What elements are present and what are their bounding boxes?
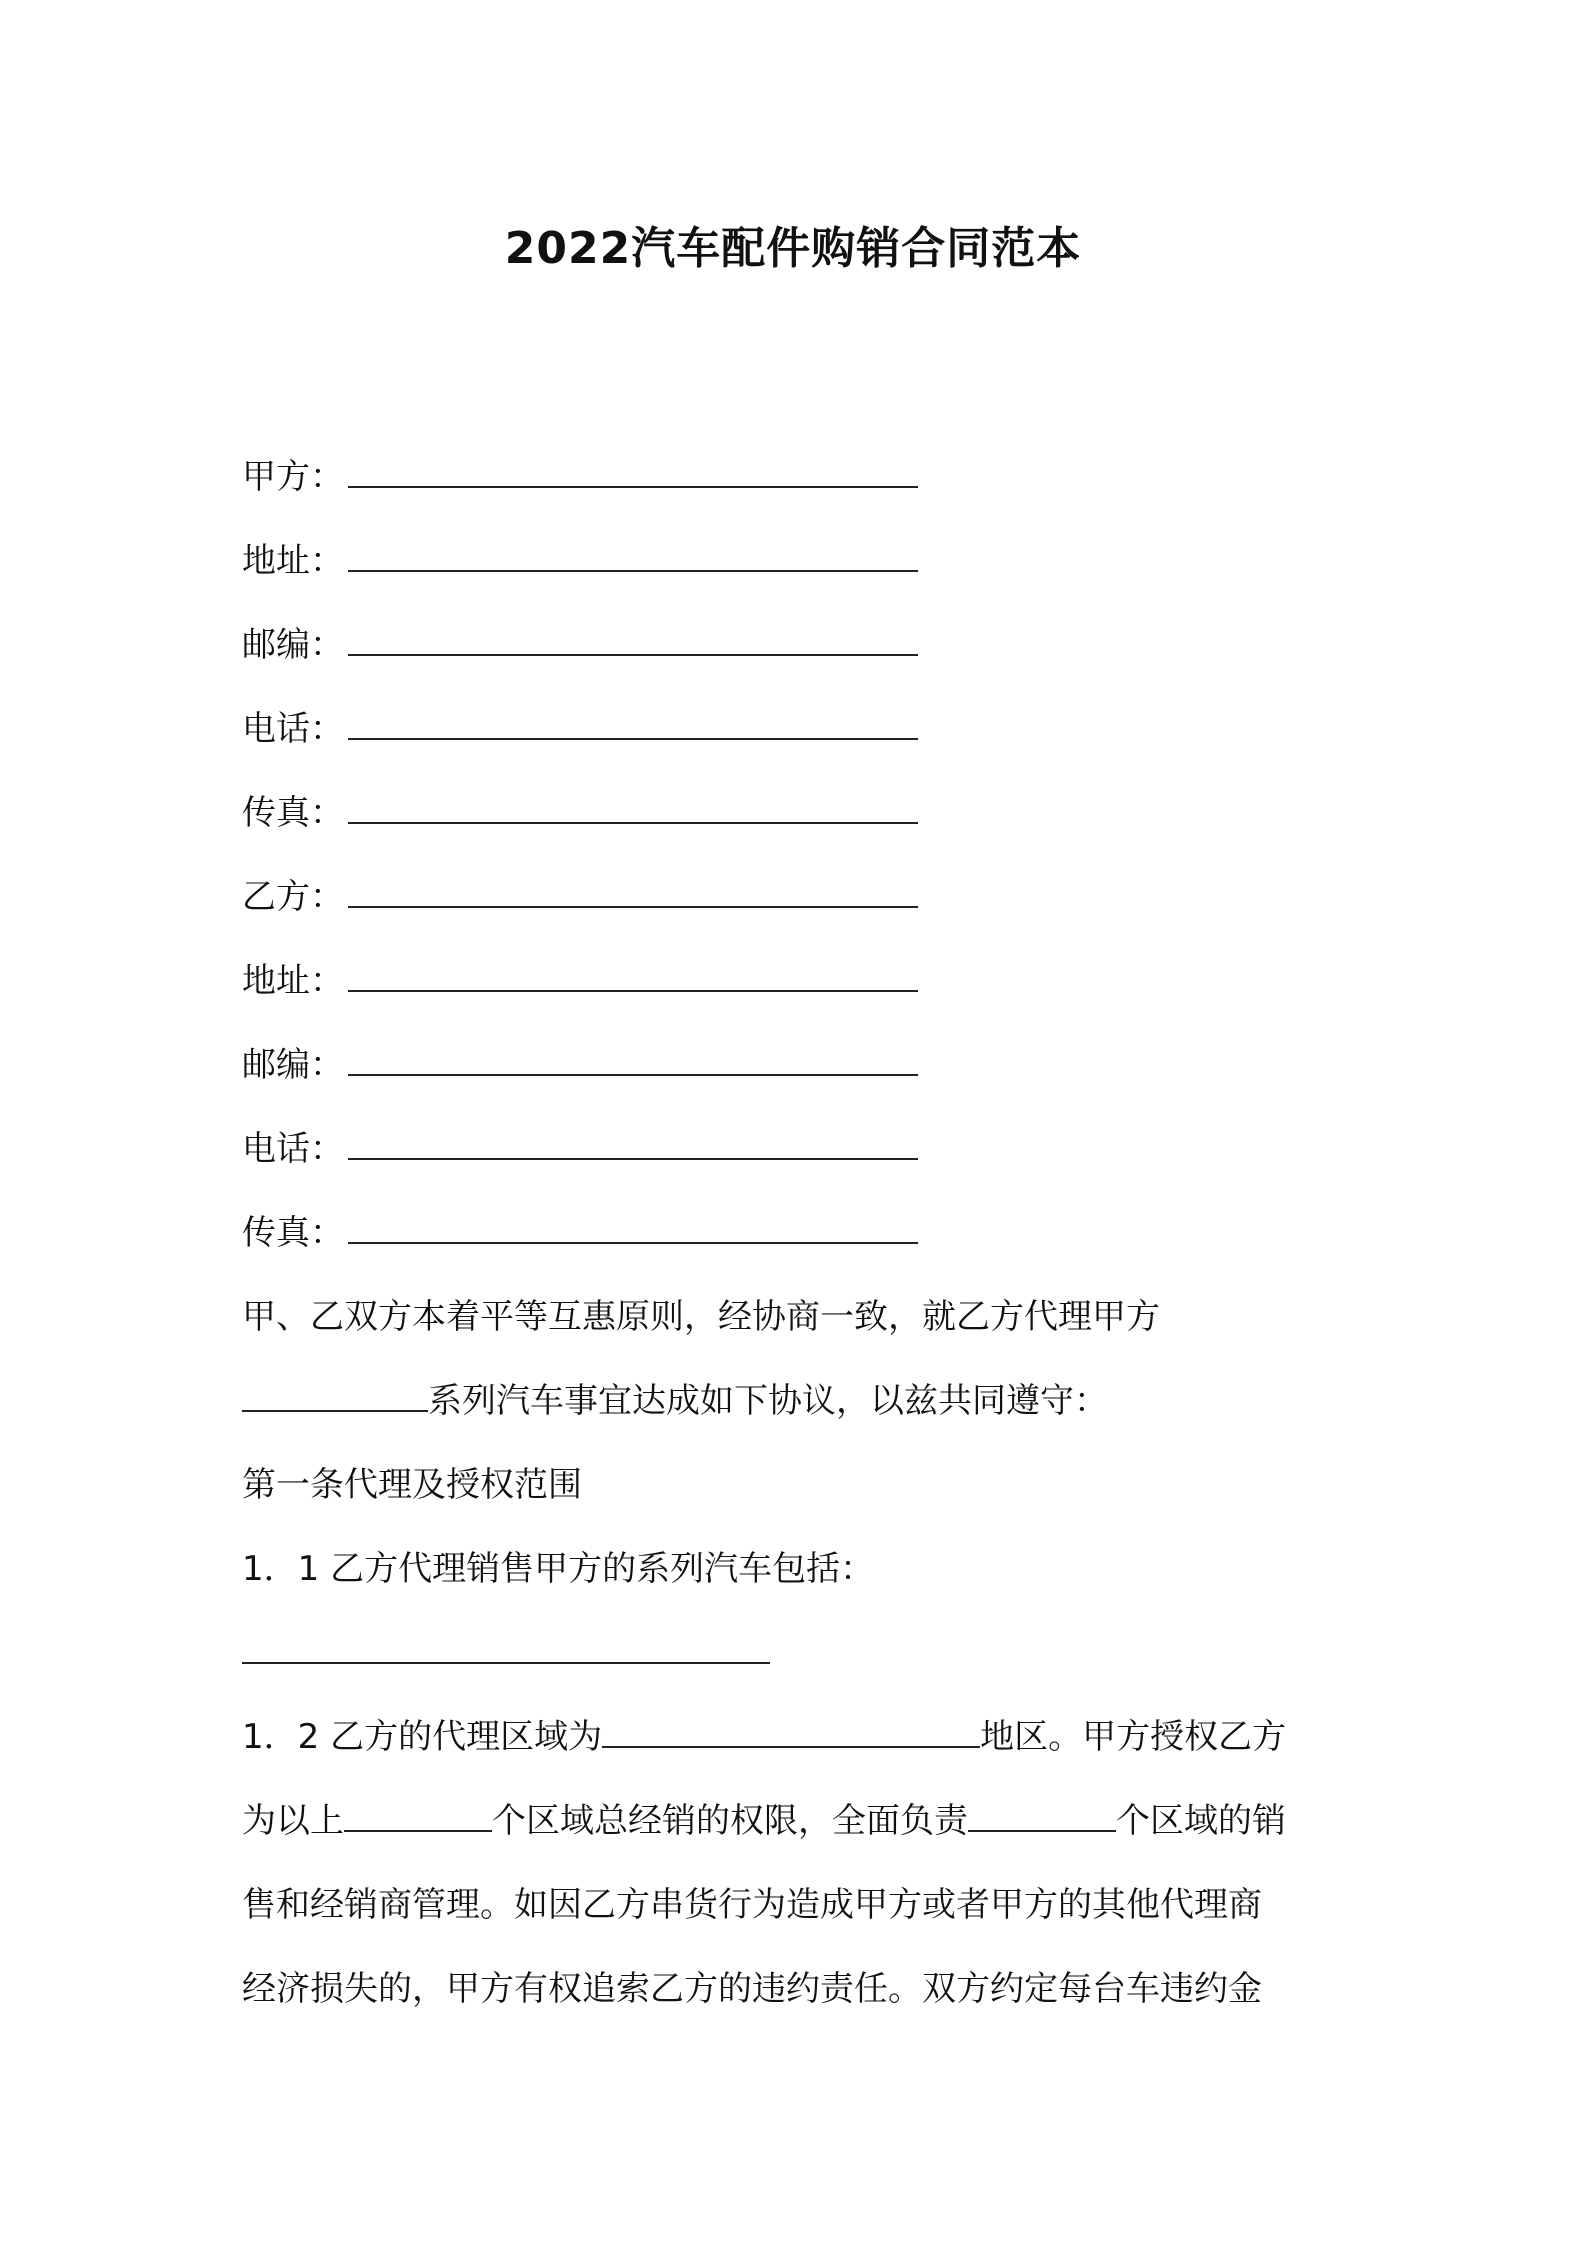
party-b-address-field xyxy=(242,957,918,1005)
clause-1-1 xyxy=(242,1545,1362,1593)
clause-text: 个区域总经销的权限，全面负责 xyxy=(492,1801,968,1841)
fill-in-blank[interactable] xyxy=(348,1128,918,1160)
intro-text: 甲、乙双方本着平等互惠原则，经协商一致，就乙方代理甲方 xyxy=(242,1297,1160,1337)
clause-1-2 xyxy=(242,1713,1362,1761)
fill-in-blank[interactable] xyxy=(348,1212,918,1244)
clause-text: 1．1 乙方代理销售甲方的系列汽车包括： xyxy=(242,1549,875,1589)
fill-in-blank[interactable] xyxy=(348,540,918,572)
heading-text: 第一条代理及授权范围 xyxy=(242,1465,582,1505)
clause-text: 1．2 乙方的代理区域为 xyxy=(242,1717,603,1757)
fill-in-blank[interactable] xyxy=(348,1044,918,1076)
party-a-address-field xyxy=(242,537,918,585)
clause-text: 经济损失的，甲方有权追索乙方的违约责任。双方约定每台车违约金 xyxy=(242,1969,1262,2009)
party-b-phone-field xyxy=(242,1125,918,1173)
clause-1-2-line-3 xyxy=(242,1881,1362,1929)
field-label: 邮编： xyxy=(242,1045,344,1085)
intro-line-2 xyxy=(242,1377,1362,1425)
clause-1-2-line-2 xyxy=(242,1797,1362,1845)
party-a-fax-field xyxy=(242,789,918,837)
field-label: 电话： xyxy=(242,1129,344,1169)
party-b-fax-field xyxy=(242,1209,918,1257)
article-1-heading xyxy=(242,1461,1362,1509)
clause-1-2-line-4 xyxy=(242,1965,1362,2013)
region-blank[interactable] xyxy=(602,1716,980,1748)
clause-text: 售和经销商管理。如因乙方串货行为造成甲方或者甲方的其他代理商 xyxy=(242,1885,1262,1925)
party-b-postcode-field xyxy=(242,1041,918,1089)
field-label: 电话： xyxy=(242,709,344,749)
fill-in-blank[interactable] xyxy=(348,624,918,656)
clause-text: 地区。甲方授权乙方 xyxy=(980,1717,1287,1757)
field-label: 乙方： xyxy=(242,877,344,917)
party-a-phone-field xyxy=(242,705,918,753)
party-a-postcode-field xyxy=(242,621,918,669)
area-count-blank[interactable] xyxy=(968,1800,1116,1832)
area-count-blank[interactable] xyxy=(344,1800,492,1832)
clause-1-1-blank-line xyxy=(242,1629,1362,1677)
clause-text: 个区域的销 xyxy=(1116,1801,1286,1841)
field-label: 甲方： xyxy=(242,457,344,497)
fill-in-blank[interactable] xyxy=(348,708,918,740)
models-blank[interactable] xyxy=(242,1632,770,1664)
field-label: 邮编： xyxy=(242,625,344,665)
fill-in-blank[interactable] xyxy=(348,960,918,992)
party-a-name-field xyxy=(242,453,918,501)
fill-in-blank[interactable] xyxy=(348,456,918,488)
intro-line-1 xyxy=(242,1293,1362,1341)
document-title: 2022汽车配件购销合同范本 xyxy=(504,223,1082,274)
field-label: 传真： xyxy=(242,793,344,833)
clause-text: 为以上 xyxy=(242,1801,344,1841)
fill-in-blank[interactable] xyxy=(348,876,918,908)
fill-in-blank[interactable] xyxy=(348,792,918,824)
intro-text: 系列汽车事宜达成如下协议，以兹共同遵守： xyxy=(428,1381,1108,1421)
series-blank[interactable] xyxy=(242,1380,428,1412)
field-label: 地址： xyxy=(242,541,344,581)
field-label: 传真： xyxy=(242,1213,344,1253)
party-b-name-field xyxy=(242,873,918,921)
field-label: 地址： xyxy=(242,961,344,1001)
